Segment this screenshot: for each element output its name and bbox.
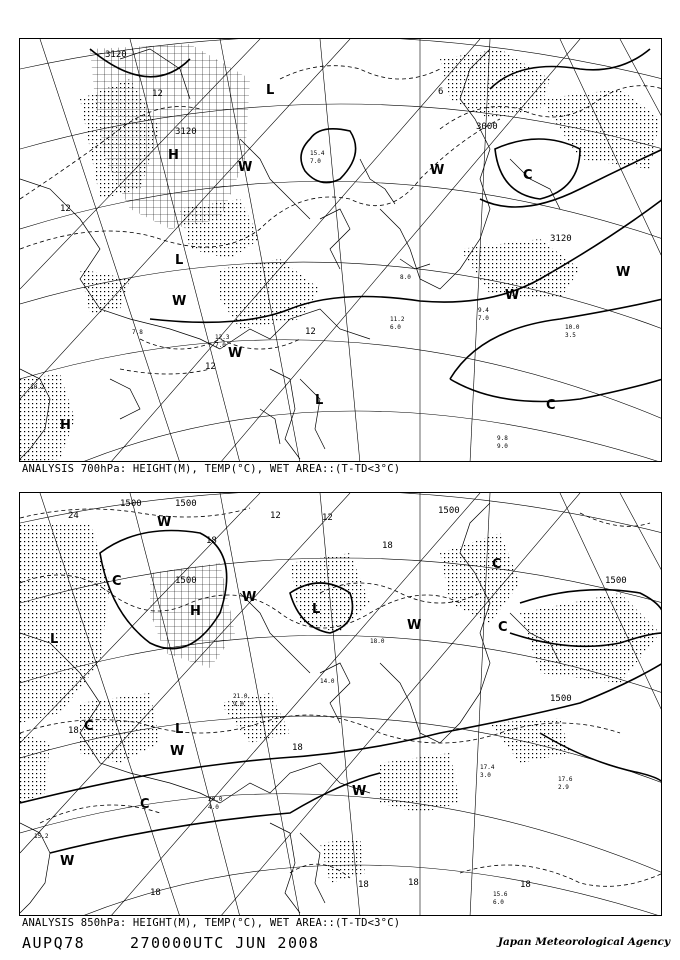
station-value: 6.0 — [493, 899, 504, 906]
station-value: 7.0 — [310, 158, 321, 165]
station-value: 20.0 — [208, 796, 223, 803]
pressure-systems-850 — [50, 515, 508, 869]
warm-marker: W — [170, 744, 185, 759]
temp-label: 18 — [520, 880, 531, 890]
station-value: 15.6 — [493, 891, 508, 898]
station-value: 7.0 — [215, 342, 226, 349]
map-700hpa — [20, 39, 662, 462]
height-label: 1500 — [438, 506, 460, 516]
station-value: 3.5 — [565, 332, 576, 339]
height-label: 3120 — [175, 127, 197, 137]
map-850hpa — [20, 493, 662, 916]
cold-marker: C — [140, 797, 150, 812]
warm-marker: W — [60, 854, 75, 869]
temp-label: 24 — [68, 511, 79, 521]
height-label: 1500 — [550, 694, 572, 704]
low-marker: L — [175, 722, 184, 737]
valid-time: 270000UTC JUN 2008 — [130, 934, 320, 952]
warm-marker: W — [242, 590, 257, 605]
warm-marker: W — [157, 515, 172, 530]
station-value: 15.4 — [310, 150, 325, 157]
low-marker: L — [315, 393, 324, 408]
warm-marker: W — [430, 163, 445, 178]
height-label: 3120 — [550, 234, 572, 244]
cold-marker: C — [498, 620, 508, 635]
low-marker: L — [175, 253, 184, 268]
temp-label: 18 — [206, 536, 217, 546]
height-label: 1500 — [120, 499, 142, 509]
station-value: 17.6 — [558, 776, 573, 783]
temp-label: 18 — [68, 726, 79, 736]
station-value: 11.2 — [390, 316, 405, 323]
station-value: 17.4 — [480, 764, 495, 771]
temp-label: 18 — [408, 878, 419, 888]
temp-label: 6 — [438, 87, 444, 97]
warm-marker: W — [238, 160, 253, 175]
high-marker: H — [168, 148, 179, 163]
station-value: 8.0 — [400, 274, 411, 281]
station-value: 15.2 — [34, 833, 49, 840]
station-value: 9.8 — [497, 435, 508, 442]
station-value: 2.9 — [558, 784, 569, 791]
station-value: 7.8 — [132, 329, 143, 336]
temp-label: 18 — [382, 541, 393, 551]
warm-marker: W — [505, 288, 520, 303]
temp-label: 12 — [205, 362, 216, 372]
cold-marker: C — [492, 557, 502, 572]
warm-marker: W — [616, 265, 631, 280]
agency-name: Japan Meteorological Agency — [498, 936, 671, 948]
chart-code: AUPQ78 — [22, 934, 86, 952]
warm-marker: W — [228, 346, 243, 361]
station-value: 6.0 — [390, 324, 401, 331]
warm-marker: W — [407, 618, 422, 633]
warm-marker: W — [352, 784, 367, 799]
station-value: 9.0 — [497, 443, 508, 450]
cold-marker: C — [84, 719, 94, 734]
height-label: 1500 — [175, 576, 197, 586]
station-value: 18.0 — [370, 638, 385, 645]
station-value: 21.0 — [233, 693, 248, 700]
station-value: 9.4 — [478, 307, 489, 314]
temp-label: 18 — [150, 888, 161, 898]
station-value: 10.0 — [565, 324, 580, 331]
height-label: 1500 — [175, 499, 197, 509]
height-label: 1500 — [605, 576, 627, 586]
low-marker: L — [312, 602, 321, 617]
low-marker: L — [50, 632, 59, 647]
caption-850hpa: ANALYSIS 850hPa: HEIGHT(M), TEMP(°C), WET AREA::(T-TD<3°C) — [22, 917, 401, 929]
temp-label: 12 — [60, 204, 71, 214]
cold-marker: C — [112, 574, 122, 589]
station-value: 4.0 — [208, 804, 219, 811]
low-marker: L — [266, 83, 275, 98]
temp-label: 18 — [358, 880, 369, 890]
station-value: 12.3 — [215, 334, 230, 341]
station-value: 14.0 — [320, 678, 335, 685]
temp-label: 12 — [270, 511, 281, 521]
temp-label: 12 — [305, 327, 316, 337]
chart-700hpa — [19, 38, 662, 462]
high-marker: H — [190, 604, 201, 619]
temp-label: 12 — [152, 89, 163, 99]
warm-marker: W — [172, 294, 187, 309]
station-plots-850 — [34, 638, 573, 906]
temp-label: 18 — [292, 743, 303, 753]
high-marker: H — [60, 418, 71, 433]
cold-marker: C — [523, 168, 533, 183]
height-label: 3000 — [476, 122, 498, 132]
caption-700hpa: ANALYSIS 700hPa: HEIGHT(M), TEMP(°C), WET AREA::(T-TD<3°C) — [22, 463, 401, 475]
height-label: 3120 — [105, 50, 127, 60]
cold-marker: C — [546, 398, 556, 413]
temp-label: 12 — [322, 513, 333, 523]
chart-850hpa — [19, 492, 662, 916]
station-value: 7.0 — [478, 315, 489, 322]
station-value: 3.0 — [480, 772, 491, 779]
station-value: 10.2 — [30, 384, 45, 391]
station-value: 9.0 — [233, 701, 244, 708]
